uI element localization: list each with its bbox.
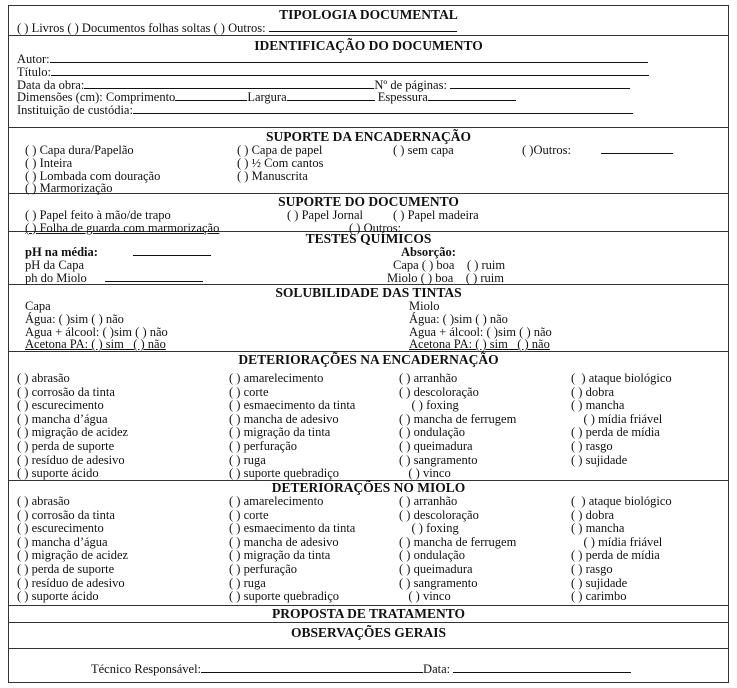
deterioration-option[interactable]: ( ) resíduo de adesivo xyxy=(17,452,125,467)
option-capa-dura[interactable]: ( ) Capa dura/Papelão xyxy=(25,143,134,157)
deterioration-option[interactable]: ( ) resíduo de adesivo xyxy=(17,575,125,590)
deterioration-option[interactable]: ( ) ondulação xyxy=(399,548,465,563)
espessura-label: Espessura xyxy=(377,90,428,105)
section-title: DETERIORAÇÕES NO MIOLO xyxy=(271,480,466,495)
deterioration-option[interactable]: ( ) mancha de adesivo xyxy=(229,411,339,426)
section-title: TESTES QUÍMICOS xyxy=(305,231,432,246)
deterioration-option[interactable]: ( ) suporte ácido xyxy=(17,466,99,481)
option-sem-capa[interactable]: ( ) sem capa xyxy=(393,143,454,157)
data-obra-field[interactable] xyxy=(84,79,374,89)
absorcao-label: Absorção: xyxy=(401,245,456,259)
deterioration-option[interactable]: ( ) perfuração xyxy=(229,438,298,453)
titulo-field[interactable] xyxy=(51,66,649,76)
deterioration-option[interactable]: ( ) carimbo xyxy=(571,589,627,604)
autor-label: Autor: xyxy=(17,52,50,66)
section-title: OBSERVAÇÕES GERAIS xyxy=(291,625,446,640)
deterioration-option[interactable]: ( ) sujidade xyxy=(571,575,628,590)
deterioration-option[interactable]: ( ) mídia friável xyxy=(571,411,663,426)
deterioration-option[interactable]: ( ) esmaecimento da tinta xyxy=(229,521,356,536)
deterioration-option[interactable]: ( ) abrasão xyxy=(17,371,70,385)
ph-miolo-field[interactable] xyxy=(105,272,203,282)
deterioration-option[interactable]: ( ) suporte quebradiço xyxy=(229,589,340,604)
capa-acetona-options[interactable]: Acetona PA: ( ) sim ( ) não xyxy=(25,337,166,352)
deterioration-option[interactable]: ( ) perda de suporte xyxy=(17,561,115,576)
deterioration-option[interactable]: ( ) suporte quebradiço xyxy=(229,466,340,481)
deterioration-option[interactable]: ( ) migração da tinta xyxy=(229,548,331,563)
ph-media-label: pH na média: xyxy=(25,245,98,259)
section-documento xyxy=(9,194,728,235)
section-title: PROPOSTA DE TRATAMENTO xyxy=(271,606,466,621)
deterioration-option[interactable]: ( ) arranhão xyxy=(399,371,458,385)
deterioration-option[interactable]: ( ) sangramento xyxy=(399,452,478,467)
section-identificacao xyxy=(9,36,728,128)
option-capa-papel[interactable]: ( ) Capa de papel xyxy=(237,143,323,157)
section-title: IDENTIFICAÇÃO DO DOCUMENTO xyxy=(254,38,483,53)
deterioration-option[interactable]: ( ) foxing xyxy=(399,521,459,536)
section-tipologia xyxy=(9,6,728,36)
section-title: TIPOLOGIA DOCUMENTAL xyxy=(279,7,458,22)
deterioration-option[interactable]: ( ) mídia friável xyxy=(571,534,663,549)
option-outros[interactable]: ( ) Outros: xyxy=(349,220,402,235)
capa-agua-alcool-options[interactable]: Agua + álcool: ( )sim ( ) não xyxy=(25,324,168,339)
section-observacoes xyxy=(9,623,728,649)
option-marmorizacao[interactable]: ( ) Marmorização xyxy=(25,181,113,196)
deterioration-option[interactable]: ( ) corte xyxy=(229,384,269,399)
deterioration-option[interactable]: ( ) esmaecimento da tinta xyxy=(229,398,356,413)
section-title: SOLUBILIDADE DAS TINTAS xyxy=(275,285,462,300)
deterioration-option[interactable]: ( ) mancha de adesivo xyxy=(229,534,339,549)
deterioration-option[interactable]: ( ) dobra xyxy=(571,384,615,399)
ph-miolo-label: ph do Miolo xyxy=(25,270,87,285)
deterioration-option[interactable]: ( ) migração de acidez xyxy=(17,548,129,563)
data-obra-label: Data da obra: xyxy=(17,77,85,92)
deterioration-option[interactable]: ( ) amarelecimento xyxy=(229,371,324,385)
section-title: SUPORTE DO DOCUMENTO xyxy=(278,194,459,209)
option-meia-com-cantos[interactable]: ( ) ½ Com cantos xyxy=(237,155,324,170)
option-outros[interactable]: ( )Outros: xyxy=(522,143,571,157)
deterioration-option[interactable]: ( ) mancha xyxy=(571,398,625,413)
deterioration-option[interactable]: ( ) vinco xyxy=(399,589,451,604)
option-manuscrita[interactable]: ( ) Manuscrita xyxy=(237,168,308,183)
deterioration-option[interactable]: ( ) descoloração xyxy=(399,507,479,522)
absorcao-capa-options[interactable]: Capa ( ) boa ( ) ruim xyxy=(393,257,506,272)
deterioration-option[interactable]: ( ) ataque biológico xyxy=(571,371,672,385)
deterioration-option[interactable]: ( ) mancha d’água xyxy=(17,411,108,426)
option-papel-jornal[interactable]: ( ) Papel Jornal xyxy=(287,208,364,222)
deterioration-option[interactable]: ( ) ruga xyxy=(229,452,266,467)
deterioration-option[interactable]: ( ) mancha de ferrugem xyxy=(399,534,517,549)
option-papel-trapo[interactable]: ( ) Papel feito à mão/de trapo xyxy=(25,208,171,222)
deterioration-option[interactable]: ( ) mancha xyxy=(571,521,625,536)
deterioration-option[interactable]: ( ) mancha de ferrugem xyxy=(399,411,517,426)
ph-media-field[interactable] xyxy=(133,246,211,256)
outros-field[interactable] xyxy=(601,144,673,154)
ph-capa-label: pH da Capa xyxy=(25,257,85,272)
comprimento-field[interactable] xyxy=(175,91,247,101)
deterioration-option[interactable]: ( ) perfuração xyxy=(229,561,298,576)
tipologia-options[interactable]: ( ) Livros ( ) Documentos folhas soltas ( ) Outros: xyxy=(17,21,266,35)
largura-label: Largura xyxy=(247,90,287,105)
data-label: Data: xyxy=(423,662,451,676)
deterioration-option xyxy=(571,467,721,480)
deterioration-option[interactable]: ( ) queimadura xyxy=(399,438,473,453)
deterioration-option[interactable]: ( ) ruga xyxy=(229,575,266,590)
paginas-label: Nº de páginas: xyxy=(374,77,447,92)
conservation-form xyxy=(8,5,729,683)
section-title: DETERIORAÇÕES NA ENCADERNAÇÃO xyxy=(238,352,499,367)
absorcao-miolo-options[interactable]: Miolo ( ) boa ( ) ruim xyxy=(387,270,504,285)
espessura-field[interactable] xyxy=(428,91,516,101)
miolo-agua-alcool-options[interactable]: Agua + álcool: ( )sim ( ) não xyxy=(409,324,552,339)
titulo-label: Título: xyxy=(17,64,52,79)
deterioration-option[interactable]: ( ) dobra xyxy=(571,507,615,522)
deterioration-option[interactable]: ( ) abrasão xyxy=(17,494,70,508)
section-det-miolo xyxy=(9,481,728,606)
deterioration-option[interactable]: ( ) corte xyxy=(229,507,269,522)
instituicao-label: Instituição de custódia: xyxy=(17,103,133,118)
deterioration-checklist xyxy=(17,372,720,480)
deterioration-option[interactable]: ( ) sangramento xyxy=(399,575,478,590)
deterioration-option[interactable]: ( ) foxing xyxy=(399,398,459,413)
tecnico-label: Técnico Responsável: xyxy=(91,662,202,676)
section-testes xyxy=(9,232,728,285)
comprimento-label: Dimensões (cm): Comprimento xyxy=(17,90,176,105)
deterioration-option[interactable]: ( ) perda de suporte xyxy=(17,438,115,453)
option-lombada[interactable]: ( ) Lombada com douração xyxy=(25,168,161,183)
deterioration-option[interactable]: ( ) descoloração xyxy=(399,384,479,399)
section-encadernacao xyxy=(9,128,728,194)
deterioration-option[interactable]: ( ) perda de mídia xyxy=(571,425,660,440)
section-det-encadernacao xyxy=(9,352,728,481)
deterioration-option[interactable]: ( ) perda de mídia xyxy=(571,548,660,563)
deterioration-option[interactable]: ( ) migração de acidez xyxy=(17,425,129,440)
instituicao-field[interactable] xyxy=(133,104,633,114)
deterioration-option[interactable]: ( ) ataque biológico xyxy=(571,494,672,508)
section-title: SUPORTE DA ENCADERNAÇÃO xyxy=(265,129,472,144)
capa-agua-options[interactable]: Água: ( )sim ( ) não xyxy=(25,311,124,326)
miolo-agua-options[interactable]: Água: ( )sim ( ) não xyxy=(409,311,508,326)
deterioration-option[interactable]: ( ) corrosão da tinta xyxy=(17,384,115,399)
capa-label: Capa xyxy=(25,299,51,313)
deterioration-option[interactable]: ( ) migração da tinta xyxy=(229,425,331,440)
deterioration-checklist xyxy=(17,495,720,603)
outros-field[interactable] xyxy=(269,22,457,32)
option-inteira[interactable]: ( ) Inteira xyxy=(25,155,73,170)
option-papel-madeira[interactable]: ( ) Papel madeira xyxy=(393,208,479,222)
paginas-field[interactable] xyxy=(450,79,630,89)
miolo-acetona-options[interactable]: Acetona PA: ( ) sim ( ) não xyxy=(409,337,550,352)
data-field[interactable] xyxy=(453,663,631,673)
autor-field[interactable] xyxy=(50,53,648,63)
deterioration-option[interactable]: ( ) queimadura xyxy=(399,561,473,576)
deterioration-option[interactable]: ( ) amarelecimento xyxy=(229,494,324,508)
miolo-label: Miolo xyxy=(409,299,440,313)
deterioration-option[interactable]: ( ) suporte ácido xyxy=(17,589,99,604)
largura-field[interactable] xyxy=(287,91,375,101)
section-proposta xyxy=(9,606,728,623)
deterioration-option[interactable]: ( ) rasgo xyxy=(571,561,613,576)
deterioration-option[interactable]: ( ) vinco xyxy=(399,466,451,481)
deterioration-option[interactable]: ( ) mancha d’água xyxy=(17,534,108,549)
option-folha-guarda[interactable]: ( ) Folha de guarda com marmorização xyxy=(25,220,220,235)
deterioration-option[interactable]: ( ) escurecimento xyxy=(17,521,104,536)
deterioration-option[interactable]: ( ) sujidade xyxy=(571,452,628,467)
deterioration-option[interactable]: ( ) rasgo xyxy=(571,438,613,453)
section-solubilidade xyxy=(9,285,728,352)
deterioration-option[interactable]: ( ) escurecimento xyxy=(17,398,104,413)
section-assinatura xyxy=(9,649,728,682)
deterioration-option[interactable]: ( ) ondulação xyxy=(399,425,465,440)
deterioration-option[interactable]: ( ) arranhão xyxy=(399,494,458,508)
tecnico-field[interactable] xyxy=(201,663,423,673)
deterioration-option[interactable]: ( ) corrosão da tinta xyxy=(17,507,115,522)
